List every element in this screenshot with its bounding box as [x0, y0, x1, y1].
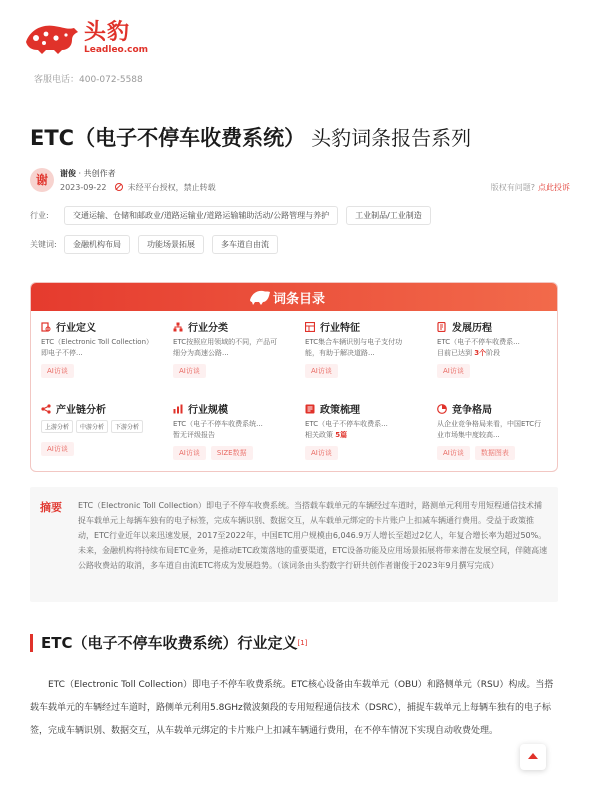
- copyright-report: [491, 182, 570, 193]
- section-body: ETC（Electronic Toll Collection）即电子不停车收费系统。ETC核心设备由车载单元（OBU）和路侧单元（RSU）构成。当搭载车载单元的车辆经过车道时，路侧单元利用5.8GHz微波频段的专用短程通信技术（DSRC），捕捉车载单元上每辆车独有的电子标签，完成车辆识别、数据交互，从车载单元绑定的卡片账户上扣减车辆通行费用，在不停车情况下实现自动收费处理。: [30, 680, 554, 736]
- abstract-box: [30, 487, 558, 602]
- toc-desc-line: 目前已达到: [437, 349, 475, 357]
- toc-item-label: 竞争格局: [452, 405, 492, 416]
- page-title: [30, 122, 570, 152]
- downstream-tag[interactable]: 下游分析: [111, 420, 143, 433]
- ai-interview-badge[interactable]: AI访谈: [305, 364, 338, 378]
- industry-label: 行业:: [30, 211, 49, 220]
- publish-date: 2023-09-22: [60, 183, 107, 192]
- toc-item-label: 行业特征: [320, 323, 360, 334]
- ai-interview-badge[interactable]: AI访谈: [305, 446, 338, 460]
- industry-tag-manufacturing[interactable]: 工业制品/工业制造: [346, 206, 431, 225]
- title-main: ETC（电子不停车收费系统）: [30, 126, 306, 150]
- toc-item-competition[interactable]: [427, 393, 557, 472]
- publish-meta: [60, 182, 216, 193]
- toc-item-label: 行业定义: [56, 323, 96, 334]
- toc-item-scale[interactable]: [163, 393, 293, 472]
- keyword-tag-scenario[interactable]: 功能场景拓展: [138, 235, 204, 254]
- upstream-tag[interactable]: 上游分析: [41, 420, 73, 433]
- author-role: · 共创作者: [76, 169, 116, 178]
- keywords-row: [30, 235, 286, 254]
- toc-panel: [30, 282, 558, 472]
- data-chart-badge[interactable]: 数据图表: [475, 446, 515, 460]
- toc-item-desc: ETC集合车辆识别与电子支付功能，有助于解决道路...: [305, 338, 403, 357]
- ai-interview-badge[interactable]: AI访谈: [41, 442, 74, 456]
- toc-item-features[interactable]: [295, 311, 425, 391]
- toc-item-label: 产业链分析: [56, 405, 106, 416]
- leadleo-logo[interactable]: [22, 20, 172, 56]
- ai-interview-badge[interactable]: AI访谈: [173, 446, 206, 460]
- toc-item-label: 政策梳理: [320, 405, 360, 416]
- toc-item-history[interactable]: [427, 311, 557, 391]
- service-phone: 客服电话：400-072-5588: [34, 75, 143, 85]
- toc-item-desc: [437, 337, 547, 359]
- site-header: [22, 20, 172, 90]
- keyword-tag-finance[interactable]: 金融机构布局: [64, 235, 130, 254]
- ai-interview-badge[interactable]: AI访谈: [41, 364, 74, 378]
- size-data-badge[interactable]: SIZE数据: [211, 446, 253, 460]
- no-entry-icon: [115, 183, 123, 191]
- toc-grid: [31, 311, 557, 471]
- report-link[interactable]: 点此投诉: [538, 183, 570, 192]
- policy-doc-icon: [305, 404, 315, 414]
- toc-item-desc: ETC按照应用领域的不同，产品可细分为高速公路...: [173, 338, 278, 357]
- author-name: [60, 168, 116, 179]
- bar-chart-icon: [173, 404, 183, 414]
- ai-interview-badge[interactable]: AI访谈: [437, 446, 470, 460]
- toc-desc-line: 暂无评级报告: [173, 431, 215, 439]
- industry-tag-transport[interactable]: 交通运输、仓储和邮政业/道路运输业/道路运输辅助活动/公路管理与养护: [64, 206, 338, 225]
- section-title: [30, 634, 570, 652]
- toc-item-label: 行业分类: [188, 323, 228, 334]
- section-title-text: ETC（电子不停车收费系统）行业定义: [41, 634, 298, 652]
- keywords-label: 关键词:: [30, 240, 57, 249]
- reference-marker[interactable]: [1]: [297, 639, 308, 647]
- leopard-logo-icon: [22, 20, 80, 56]
- toc-desc-line: ETC（电子不停车收费系...: [437, 338, 520, 346]
- toc-item-chain[interactable]: [31, 393, 161, 472]
- scroll-top-button[interactable]: [520, 744, 546, 770]
- keyword-tag-freeflow[interactable]: 多车道自由流: [212, 235, 278, 254]
- search-doc-icon: [41, 322, 51, 332]
- logo-english: Leadleo.com: [84, 44, 149, 55]
- toc-desc-line: 阶段: [486, 349, 501, 357]
- author-row: [30, 166, 570, 196]
- abstract-label: 摘要: [40, 501, 62, 514]
- pie-chart-icon: [437, 404, 447, 414]
- toc-item-desc: 从企业竞争格局来看，中国ETC行业市场集中度较高...: [437, 420, 542, 439]
- toc-item-desc: [305, 419, 415, 441]
- toc-desc-line: ETC（电子不停车收费系统...: [173, 420, 263, 428]
- toc-desc-line: 相关政策: [305, 431, 336, 439]
- hierarchy-icon: [173, 322, 183, 332]
- title-series: 头豹词条报告系列: [311, 126, 472, 150]
- avatar[interactable]: 谢: [30, 168, 54, 192]
- midstream-tag[interactable]: 中游分析: [76, 420, 108, 433]
- toc-item-label: 发展历程: [452, 323, 492, 334]
- toc-highlight-count: 5篇: [335, 431, 348, 439]
- abstract-text: ETC（Electronic Toll Collection）即电子不停车收费系统。当搭载车载单元的车辆经过车道时，路测单元利用专用短程通信技术捕捉车载单元上每辆车独有的电子标签，完成车辆识别、数据交互，从车载单元绑定的卡片账户上扣减车辆通行费用。受益于政策推动，ETC行业近年以来迅速发展，2017至2022年，中国ETC用户规模由6,046.9万人增长至超过2亿人，年复合增长率为超过50%。未来，金融机构将持续布局ETC业务，是推动ETC政策落地的重要渠道，ETC设备功能及应用场景拓展将带来潜在发展空间，伴随高速公路收费站的取消，多车道自由流ETC将成为发展趋势。（该词条由头豹数字行研共创作者谢俊于2023年9月撰写完成）: [78, 501, 548, 570]
- history-icon: [437, 322, 447, 332]
- toc-item-desc: ETC（Electronic Toll Collection）即电子不停...: [41, 338, 150, 357]
- grid-feature-icon: [305, 322, 315, 332]
- toc-item-classification[interactable]: [163, 311, 293, 391]
- toc-item-label: 行业规模: [188, 405, 228, 416]
- author-name-text[interactable]: 谢俊: [60, 169, 76, 178]
- copyright-notice: 未经平台授权，禁止转载: [127, 183, 216, 192]
- toc-item-definition[interactable]: [31, 311, 161, 391]
- toc-desc-line: ETC（电子不停车收费系...: [305, 420, 388, 428]
- toc-item-policy[interactable]: [295, 393, 425, 472]
- toc-banner: [31, 283, 557, 311]
- toc-highlight-count: 3个: [474, 349, 487, 357]
- report-question: 版权有问题?: [490, 183, 535, 192]
- logo-chinese: 头豹: [84, 19, 131, 45]
- industry-row: [30, 206, 439, 225]
- toc-item-desc: [173, 419, 283, 441]
- toc-title: 词条目录: [273, 292, 326, 307]
- chain-icon: [41, 404, 51, 414]
- ai-interview-badge[interactable]: AI访谈: [437, 364, 470, 378]
- ai-interview-badge[interactable]: AI访谈: [173, 364, 206, 378]
- leopard-mark-icon: [249, 287, 271, 307]
